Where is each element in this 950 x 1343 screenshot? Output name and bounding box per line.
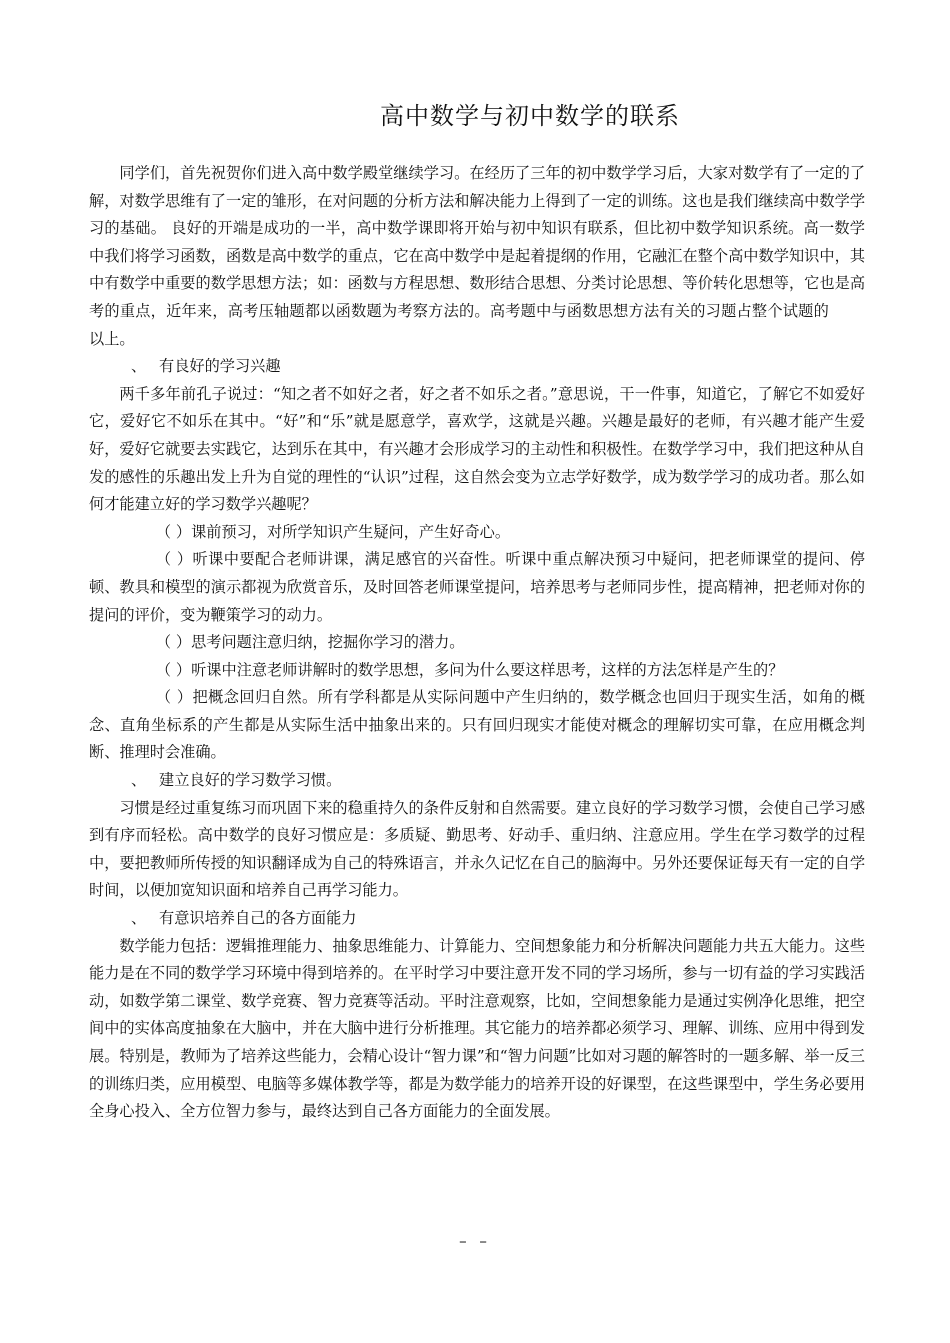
section-paragraph: 习惯是经过重复练习而巩固下来的稳重持久的条件反射和自然需要。建立良好的学习数学习惯，会使自己学习感到有序而轻松。高中数学的良好习惯应是：多质疑、勤思考、好动手、重归纳、注意应用。学生在学习数学的过程中，要把教师所传授的知识翻译成为自己的特殊语言，并永久记忆在自己的脑海中。另外还要保证每天有一定的自学时间，以便加宽知识面和培养自己再学习能力。	[89, 798, 865, 900]
list-item: （ ）课前预习，对所学知识产生疑问，产生好奇心。	[155, 522, 511, 541]
section-bullet: 、	[131, 909, 147, 928]
section-heading-text: 有意识培养自己的各方面能力	[159, 909, 357, 928]
section-heading	[89, 767, 865, 795]
section-paragraph: 数学能力包括：逻辑推理能力、抽象思维能力、计算能力、空间想象能力和分析解决问题能力共五大能力。这些能力是在不同的数学学习环境中得到培养的。在平时学习中要注意开发不同的学习场所，参与一切有益的学习实践活动，如数学第二课堂、数学竞赛、智力竞赛等活动。平时注意观察，比如，空间想象能力是通过实例净化思维，把空间中的实体高度抽象在大脑中，并在大脑中进行分析推理。其它能力的培养都必须学习、理解、训练、应用中得到发展。特别是，教师为了培养这些能力，会精心设计“智力课”和“智力问题”比如对习题的解答时的一题多解、举一反三的训练归类，应用模型、电脑等多媒体教学等，都是为数学能力的培养开设的好课型，在这些课型中，学生务必要用全身心投入、全方位智力参与，最终达到自己各方面能力的全面发展。	[89, 936, 865, 1121]
document-body	[89, 160, 865, 1126]
list-item: （ ）思考问题注意归纳，挖掘你学习的潜力。	[155, 633, 465, 652]
section-heading	[89, 905, 865, 933]
section-heading-text: 建立良好的学习数学习惯。	[159, 771, 342, 790]
section-bullet: 、	[131, 357, 147, 376]
section-bullet: 、	[131, 771, 147, 790]
list-item: （ ）听课中要配合老师讲课，满足感官的兴奋性。听课中重点解决预习中疑问，把老师课堂的提问、停顿、教具和模型的演示都视为欣赏音乐，及时回答老师课堂提问，培养思考与老师同步性，提高精神，把老师对你的提问的评价，变为鞭策学习的动力。	[89, 550, 865, 624]
section-paragraph: 两千多年前孔子说过：“知之者不如好之者，好之者不如乐之者。”意思说，干一件事，知道它，了解它不如爱好它，爱好它不如乐在其中。“好”和“乐”就是愿意学，喜欢学，这就是兴趣。兴趣是最好的老师，有兴趣才能产生爱好，爱好它就要去实践它，达到乐在其中，有兴趣才会形成学习的主动性和积极性。在数学学习中，我们把这种从自发的感性的乐趣出发上升为自觉的理性的“认识”过程，这自然会变为立志学好数学，成为数学学习的成功者。那么如何才能建立好的学习数学兴趣呢？	[89, 384, 865, 514]
section-heading-text: 有良好的学习兴趣	[159, 357, 281, 376]
section-heading	[89, 353, 865, 381]
intro-text: 同学们，首先祝贺你们进入高中数学殿堂继续学习。在经历了三年的初中数学学习后，大家对数学有了一定的了解，对数学思维有了一定的雏形，在对问题的分析方法和解决能力上得到了一定的训练。这也是我们继续高中数学学习的基础。 良好的开端是成功的一半，高中数学课即将开始与初中知识有联系，但比初中数学知识系统。高一数学中我们将学习函数，函数是高中数学的重点，它在高中数学中是起着提纲的作用，它融汇在整个高中数学知识中，其中有数学中重要的数学思想方法；如：函数与方程思想、数形结合思想、分类讨论思想、等价转化思想等，它也是高考的重点，近年来，高考压轴题都以函数题为考察方法的。高考题中与函数思想方法有关的习题占整个试题的	[89, 164, 865, 320]
intro-text-end: 以上。	[89, 329, 135, 348]
list-item: （ ）把概念回归自然。所有学科都是从实际问题中产生归纳的，数学概念也回归于现实生活，如角的概念、直角坐标系的产生都是从实际生活中抽象出来的。只有回归现实才能使对概念的理解切实可靠，在应用概念判断、推理时会准确。	[89, 688, 865, 762]
list-item: （ ）听课中注意老师讲解时的数学思想，多问为什么要这样思考，这样的方法怎样是产生的？	[155, 660, 784, 679]
page-footer: – –	[459, 1232, 491, 1250]
intro-paragraph	[89, 160, 865, 353]
document-title: 高中数学与初中数学的联系	[380, 102, 680, 130]
